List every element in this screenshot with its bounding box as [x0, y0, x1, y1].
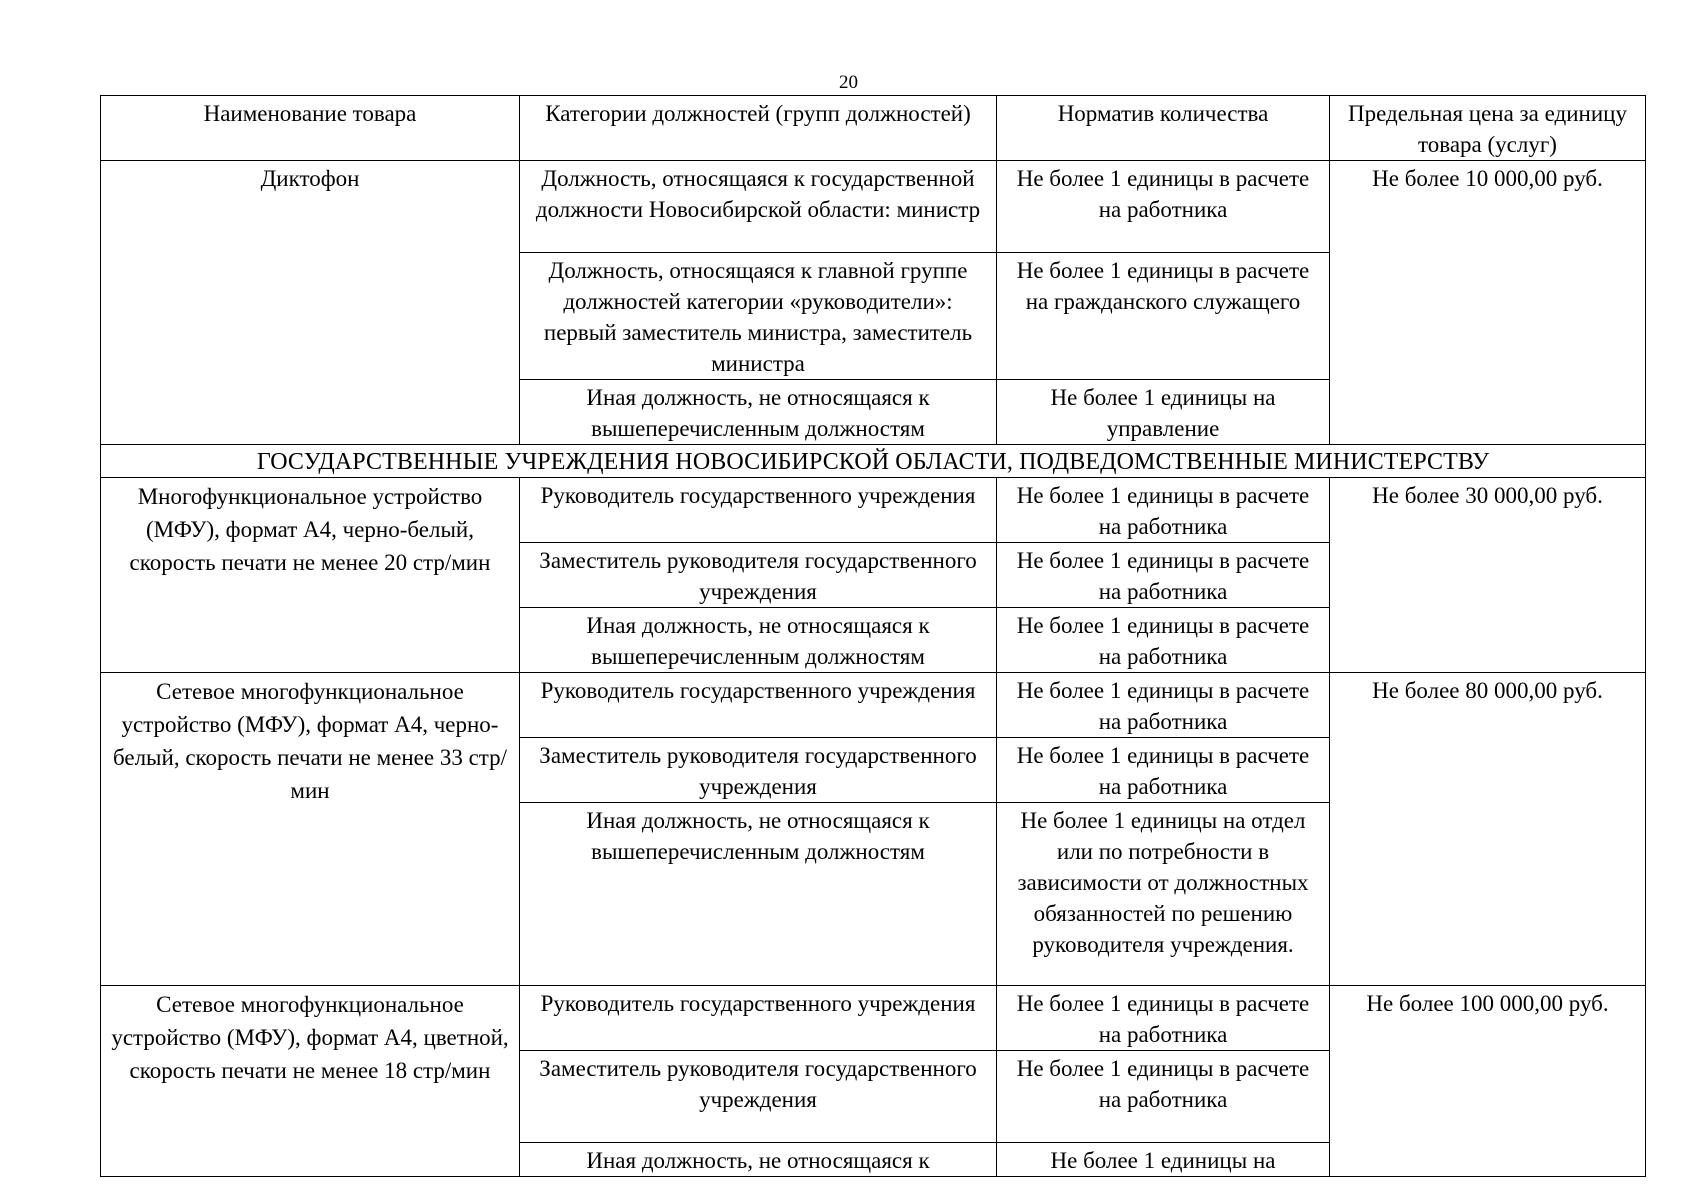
table-row [101, 673, 1646, 738]
category-cell: Иная должность, не относящаяся к [520, 1143, 997, 1177]
section-row [101, 445, 1646, 478]
category-cell: Заместитель руководителя государственного учреждения [520, 738, 997, 803]
category-cell: Руководитель государственного учреждения [520, 986, 997, 1051]
quantity-cell: Не более 1 единицы на [997, 1143, 1330, 1177]
header-price: Предельная цена за единицу товара (услуг) [1330, 96, 1646, 161]
category-cell: Заместитель руководителя государственного учреждения [520, 1051, 997, 1143]
quantity-cell: Не более 1 единицы в расчете на работника [997, 738, 1330, 803]
price-cell: Не более 30 000,00 руб. [1330, 478, 1646, 673]
header-row [101, 96, 1646, 161]
product-cell: Сетевое многофункциональное устройство (МФУ), формат А4, цветной, скорость печати не менее 18 стр/мин [101, 986, 520, 1177]
header-product: Наименование товара [101, 96, 520, 161]
norms-table [100, 95, 1646, 1177]
header-categories: Категории должностей (групп должностей) [520, 96, 997, 161]
category-cell: Должность, относящаяся к государственной должности Новосибирской области: министр [520, 161, 997, 253]
category-cell: Иная должность, не относящаяся к вышеперечисленным должностям [520, 803, 997, 986]
quantity-cell: Не более 1 единицы в расчете на работника [997, 543, 1330, 608]
quantity-cell: Не более 1 единицы в расчете на работника [997, 1051, 1330, 1143]
product-cell: Многофункциональное устройство (МФУ), формат А4, черно-белый, скорость печати не менее 20 стр/мин [101, 478, 520, 673]
category-cell: Руководитель государственного учреждения [520, 478, 997, 543]
quantity-cell: Не более 1 единицы в расчете на работника [997, 608, 1330, 673]
category-cell: Иная должность, не относящаяся к вышеперечисленным должностям [520, 608, 997, 673]
table-row [101, 986, 1646, 1051]
price-cell: Не более 80 000,00 руб. [1330, 673, 1646, 986]
table-row [101, 478, 1646, 543]
quantity-cell: Не более 1 единицы в расчете на работника [997, 986, 1330, 1051]
product-cell: Диктофон [101, 161, 520, 445]
header-quantity: Норматив количества [997, 96, 1330, 161]
product-cell: Сетевое многофункциональное устройство (МФУ), формат А4, черно-белый, скорость печати не менее 33 стр/мин [101, 673, 520, 986]
quantity-cell: Не более 1 единицы в расчете на работника [997, 478, 1330, 543]
quantity-cell: Не более 1 единицы в расчете на работника [997, 673, 1330, 738]
category-cell: Должность, относящаяся к главной группе должностей категории «руководители»: первый заместитель министра, заместитель министра [520, 253, 997, 380]
price-cell: Не более 100 000,00 руб. [1330, 986, 1646, 1177]
quantity-cell: Не более 1 единицы на управление [997, 380, 1330, 445]
category-cell: Заместитель руководителя государственного учреждения [520, 543, 997, 608]
section-title: ГОСУДАРСТВЕННЫЕ УЧРЕЖДЕНИЯ НОВОСИБИРСКОЙ ОБЛАСТИ, ПОДВЕДОМСТВЕННЫЕ МИНИСТЕРСТВУ [101, 445, 1646, 478]
price-cell: Не более 10 000,00 руб. [1330, 161, 1646, 445]
quantity-cell: Не более 1 единицы в расчете на гражданского служащего [997, 253, 1330, 380]
quantity-cell: Не более 1 единицы в расчете на работника [997, 161, 1330, 253]
table-row [101, 161, 1646, 253]
page-number: 20 [839, 72, 858, 93]
quantity-cell: Не более 1 единицы на отдел или по потребности в зависимости от должностных обязанностей по решению руководителя учреждения. [997, 803, 1330, 986]
category-cell: Руководитель государственного учреждения [520, 673, 997, 738]
category-cell: Иная должность, не относящаяся к вышеперечисленным должностям [520, 380, 997, 445]
